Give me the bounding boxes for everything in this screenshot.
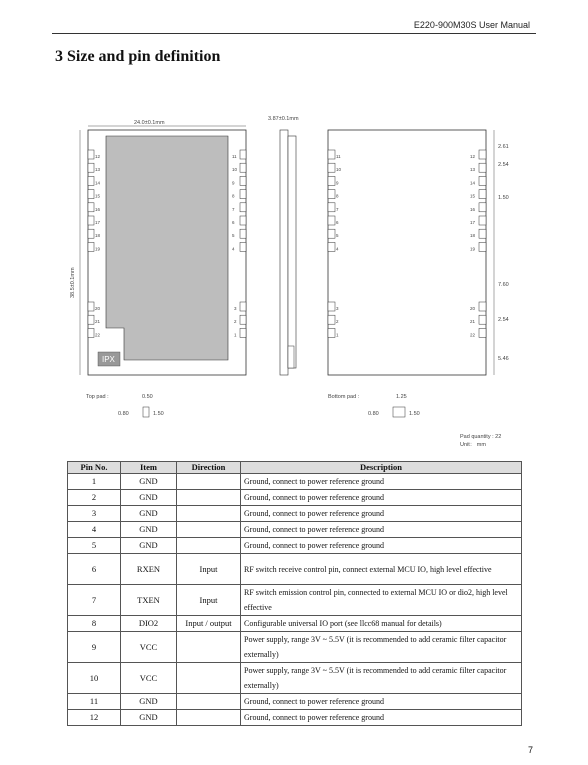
item-cell: VCC (121, 632, 177, 663)
top-view (70, 120, 246, 375)
bottom-pad-11-label: 11 (336, 154, 341, 159)
description-cell: Power supply, range 3V ~ 5.5V (it is recommended to add ceramic filter capacitor externally) (241, 663, 522, 694)
pin-no-cell: 9 (68, 632, 121, 663)
bottom-pad-3-label: 3 (336, 306, 339, 311)
bottom-pad-22 (479, 328, 486, 337)
table-row (68, 632, 522, 663)
bottom-pad-16 (479, 203, 486, 212)
table-row (68, 694, 522, 710)
table-row (68, 522, 522, 538)
direction-cell (177, 710, 241, 726)
dim-2-54-top: 2.54 (498, 162, 509, 168)
section-title: 3 Size and pin definition (55, 48, 221, 65)
ipx-label: IPX (102, 355, 115, 364)
top-pad-1-label: 1 (234, 332, 237, 338)
bottom-pad-22-label: 22 (470, 332, 476, 338)
top-pad-3-label: 3 (234, 306, 237, 311)
bottom-pad-12-label: 12 (470, 154, 476, 159)
bottom-pad-14 (479, 176, 486, 185)
bottom-pad-16-label: 16 (470, 206, 476, 212)
item-cell: GND (121, 710, 177, 726)
pin-no-cell: 5 (68, 538, 121, 554)
top-pad-11 (240, 150, 246, 159)
top-pad-20 (88, 302, 94, 311)
top-pad-4 (240, 242, 246, 251)
header-divider (52, 33, 536, 34)
direction-cell: Input (177, 585, 241, 616)
top-pad-16 (88, 203, 94, 212)
top-pad-9-label: 9 (232, 180, 235, 186)
bottom-pad-4-label: 4 (336, 246, 339, 252)
bottom-pad-10 (328, 163, 335, 172)
top-pad-20-label: 20 (95, 306, 101, 311)
bottom-pad-13-label: 13 (470, 167, 476, 173)
top-pad-15-label: 15 (95, 193, 101, 199)
bottom-pad-18 (479, 229, 486, 238)
top-pad-6-label: 6 (232, 220, 235, 225)
page-number: 7 (527, 745, 533, 755)
item-cell: GND (121, 490, 177, 506)
top-pad-15 (88, 190, 94, 199)
bottom-pad-18-label: 18 (470, 233, 476, 239)
top-pad-13-label: 13 (95, 167, 101, 173)
bottom-pad-21 (479, 315, 486, 324)
direction-cell (177, 694, 241, 710)
pin-no-cell: 1 (68, 474, 121, 490)
top-pad-2 (240, 315, 246, 324)
dim-1-50: 1.50 (498, 195, 509, 201)
bottom-pad-10-label: 10 (336, 167, 342, 173)
table-row (68, 538, 522, 554)
description-cell: Ground, connect to power reference ground (241, 474, 522, 490)
top-pad-12-label: 12 (95, 154, 101, 159)
description-cell: RF switch receive control pin, connect external MCU IO, high level effective (241, 554, 522, 585)
bottom-pad-width: 1.25 (396, 394, 407, 400)
direction-cell (177, 538, 241, 554)
item-cell: GND (121, 694, 177, 710)
item-cell: DIO2 (121, 616, 177, 632)
direction-cell (177, 663, 241, 694)
bottom-pad-6 (328, 216, 335, 225)
top-pad-label: Top pad : (86, 394, 109, 400)
top-pad-19 (88, 242, 94, 251)
bottom-pad-20-label: 20 (470, 306, 476, 311)
bottom-pad-length: 0.80 (368, 411, 379, 417)
bottom-pad-pitch: 1.50 (409, 411, 420, 417)
bottom-pad-5 (328, 229, 335, 238)
top-pad-21 (88, 315, 94, 324)
top-pad-2-label: 2 (234, 319, 237, 325)
dim-7-60: 7.60 (498, 282, 509, 288)
top-pad-10-label: 10 (232, 167, 238, 173)
top-pad-11-label: 11 (232, 154, 237, 159)
bottom-pad-19 (479, 242, 486, 251)
bottom-view (328, 130, 509, 375)
bottom-pad-8 (328, 190, 335, 199)
table-row (68, 506, 522, 522)
bottom-pad-11 (328, 150, 335, 159)
bottom-pad-12 (479, 150, 486, 159)
top-pad-length: 0.80 (118, 411, 129, 417)
side-view (268, 116, 299, 375)
bottom-pad-21-label: 21 (470, 319, 476, 325)
pin-no-cell: 3 (68, 506, 121, 522)
bottom-pad-13 (479, 163, 486, 172)
thickness-dimension-label: 3.87±0.1mm (268, 116, 299, 122)
pin-no-cell: 12 (68, 710, 121, 726)
pad-quantity: Pad quantity : 22 (460, 434, 502, 440)
top-pad-5 (240, 229, 246, 238)
manual-title: E220-900M30S User Manual (413, 20, 530, 30)
top-pad-1 (240, 328, 246, 337)
bottom-pad-9 (328, 176, 335, 185)
top-pad-width: 0.50 (142, 394, 153, 400)
pin-no-cell: 8 (68, 616, 121, 632)
top-pad-18 (88, 229, 94, 238)
item-cell: GND (121, 506, 177, 522)
pin-no-cell: 11 (68, 694, 121, 710)
bottom-pad-1-label: 1 (336, 332, 339, 338)
top-pad-6 (240, 216, 246, 225)
description-cell: RF switch emission control pin, connected to external MCU IO or dio2, high level effective (241, 585, 522, 616)
pin-no-cell: 2 (68, 490, 121, 506)
unit-label: Unit： mm (460, 442, 486, 448)
direction-cell (177, 490, 241, 506)
description-cell: Ground, connect to power reference ground (241, 506, 522, 522)
table-row (68, 554, 522, 585)
description-cell: Power supply, range 3V ~ 5.5V (it is recommended to add ceramic filter capacitor externally) (241, 632, 522, 663)
top-pad-7 (240, 203, 246, 212)
header-pin-no: Pin No. (68, 462, 121, 474)
top-pad-14-label: 14 (95, 180, 101, 186)
bottom-pad-17-label: 17 (470, 220, 476, 225)
pin-no-cell: 4 (68, 522, 121, 538)
dim-5-46: 5.46 (498, 356, 509, 362)
top-pad-16-label: 16 (95, 206, 101, 212)
description-cell: Configurable universal IO port (see llcc68 manual for details) (241, 616, 522, 632)
top-pad-8 (240, 190, 246, 199)
bottom-pad-9-label: 9 (336, 180, 339, 186)
item-cell: GND (121, 522, 177, 538)
pin-no-cell: 6 (68, 554, 121, 585)
bottom-pad-2-label: 2 (336, 319, 339, 325)
top-pad-3 (240, 302, 246, 311)
bottom-pad-19-label: 19 (470, 246, 476, 252)
bottom-pad-14-label: 14 (470, 180, 476, 186)
bottom-pad-15-label: 15 (470, 193, 476, 199)
height-dimension-label: 38.5±0.1mm (70, 267, 76, 298)
direction-cell (177, 506, 241, 522)
top-pad-10 (240, 163, 246, 172)
direction-cell (177, 474, 241, 490)
pin-no-cell: 10 (68, 663, 121, 694)
bottom-pad-label: Bottom pad : (328, 394, 360, 400)
bottom-pad-8-label: 8 (336, 193, 339, 199)
item-cell: GND (121, 538, 177, 554)
header-item: Item (121, 462, 177, 474)
bottom-pad-15 (479, 190, 486, 199)
table-row (68, 710, 522, 726)
pin-no-cell: 7 (68, 585, 121, 616)
direction-cell (177, 522, 241, 538)
description-cell: Ground, connect to power reference ground (241, 694, 522, 710)
top-pad-5-label: 5 (232, 233, 235, 239)
description-cell: Ground, connect to power reference ground (241, 490, 522, 506)
top-pad-17-label: 17 (95, 220, 101, 225)
top-pad-17 (88, 216, 94, 225)
table-row (68, 585, 522, 616)
top-pad-7-label: 7 (232, 206, 235, 212)
dim-2-54-bottom: 2.54 (498, 317, 509, 323)
bottom-pad-4 (328, 242, 335, 251)
top-pad-13 (88, 163, 94, 172)
top-pad-12 (88, 150, 94, 159)
direction-cell: Input / output (177, 616, 241, 632)
dim-2-61: 2.61 (498, 144, 509, 150)
description-cell: Ground, connect to power reference ground (241, 538, 522, 554)
bottom-pad-17 (479, 216, 486, 225)
pin-definition-table (67, 461, 522, 726)
description-cell: Ground, connect to power reference ground (241, 522, 522, 538)
item-cell: TXEN (121, 585, 177, 616)
item-cell: GND (121, 474, 177, 490)
header-description: Description (241, 462, 522, 474)
bottom-pad-20 (479, 302, 486, 311)
top-pad-21-label: 21 (95, 319, 101, 325)
header-direction: Direction (177, 462, 241, 474)
top-pad-22-label: 22 (95, 332, 101, 338)
item-cell: RXEN (121, 554, 177, 585)
description-cell: Ground, connect to power reference ground (241, 710, 522, 726)
top-pad-pitch: 1.50 (153, 411, 164, 417)
bottom-pad-1 (328, 328, 335, 337)
width-dimension-label: 24.0±0.1mm (134, 120, 165, 126)
top-pad-18-label: 18 (95, 233, 101, 239)
top-pad-8-label: 8 (232, 193, 235, 199)
module-dimension-diagram (60, 108, 530, 458)
bottom-pad-7-label: 7 (336, 206, 339, 212)
direction-cell (177, 632, 241, 663)
table-row (68, 616, 522, 632)
bottom-pad-5-label: 5 (336, 233, 339, 239)
top-pad-22 (88, 328, 94, 337)
top-pad-4-label: 4 (232, 246, 235, 252)
item-cell: VCC (121, 663, 177, 694)
table-row (68, 490, 522, 506)
table-header-row (68, 462, 522, 474)
bottom-pad-3 (328, 302, 335, 311)
top-pad-19-label: 19 (95, 246, 101, 252)
table-row (68, 474, 522, 490)
bottom-pad-6-label: 6 (336, 220, 339, 225)
bottom-pad-2 (328, 315, 335, 324)
top-pad-9 (240, 176, 246, 185)
top-pad-14 (88, 176, 94, 185)
bottom-pad-7 (328, 203, 335, 212)
direction-cell: Input (177, 554, 241, 585)
table-row (68, 663, 522, 694)
